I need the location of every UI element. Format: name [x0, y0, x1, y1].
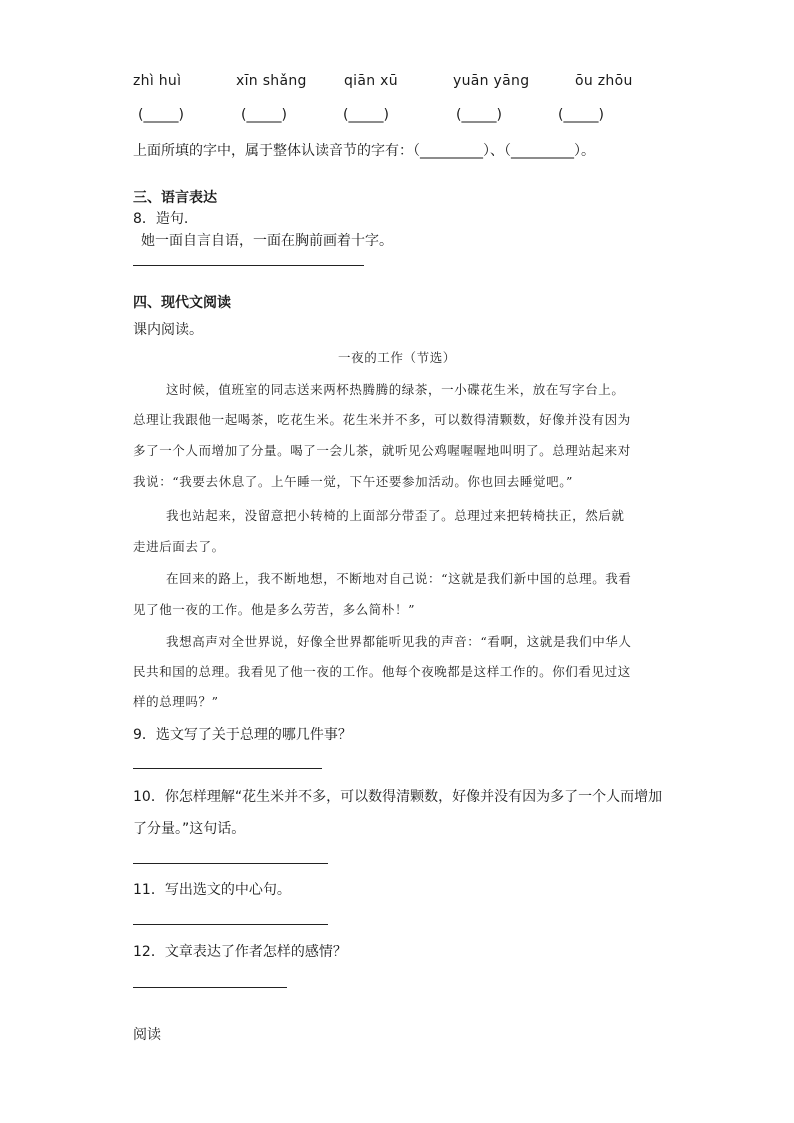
q11: 11．写出选文的中心句。	[133, 882, 291, 898]
passage-title: 一夜的工作（节选）	[338, 350, 456, 365]
passage-line: 样的总理吗？”	[133, 694, 219, 709]
q8-label: 8．造句.	[133, 211, 189, 227]
passage-line: 走进后面去了。	[133, 539, 225, 554]
q10-line2: 了分量。”这句话。	[133, 821, 246, 837]
pinyin-4: yuān yāng	[453, 73, 530, 89]
q9-answer-line[interactable]	[133, 768, 322, 769]
q8-sentence: 她一面自言自语，一面在胸前画着十字。	[141, 233, 393, 249]
q12-answer-line[interactable]	[133, 987, 287, 988]
pinyin-blank-2[interactable]: (_____)	[241, 107, 287, 123]
pinyin-blank-1[interactable]: (_____)	[138, 107, 184, 123]
passage-line: 这时候，值班室的同志送来两杯热腾腾的绿茶，一小碟花生米，放在写字台上。	[166, 382, 625, 397]
pinyin-3: qiān xū	[344, 73, 398, 89]
q10-line1: 10．你怎样理解“花生米并不多，可以数得清颗数，好像并没有因为多了一个人而增加	[133, 789, 663, 805]
pinyin-blank-3[interactable]: (_____)	[343, 107, 389, 123]
passage-line: 多了一个人而增加了分量。喝了一会儿茶，就听见公鸡喔喔喔地叫明了。总理站起来对	[133, 443, 631, 458]
q12: 12．文章表达了作者怎样的感情？	[133, 944, 347, 960]
next-section-label: 阅读	[133, 1027, 161, 1043]
passage-line: 我说：“我要去休息了。上午睡一觉，下午还要参加活动。你也回去睡觉吧。”	[133, 474, 574, 489]
passage-line: 我想高声对全世界说，好像全世界都能听见我的声音：“看啊，这就是我们中华人	[166, 634, 632, 649]
pinyin-1: zhì huì	[133, 73, 182, 89]
section4-intro: 课内阅读。	[133, 322, 203, 338]
section3-title: 三、语言表达	[133, 190, 217, 206]
pinyin-5: ōu zhōu	[575, 73, 633, 89]
q9: 9．选文写了关于总理的哪几件事？	[133, 727, 352, 743]
q8-answer-line[interactable]	[133, 265, 364, 266]
q10-answer-line[interactable]	[133, 863, 328, 864]
q11-answer-line[interactable]	[133, 924, 328, 925]
passage-line: 总理让我跟他一起喝茶，吃花生米。花生米并不多，可以数得清颗数，好像并没有因为	[133, 412, 631, 427]
section4-title: 四、现代文阅读	[133, 295, 231, 311]
pinyin-blank-5[interactable]: (_____)	[558, 107, 604, 123]
passage-line: 见了他一夜的工作。他是多么劳苦，多么简朴！”	[133, 602, 416, 617]
passage-line: 民共和国的总理。我看见了他一夜的工作。他每个夜晚都是这样工作的。你们看见过这	[133, 664, 631, 679]
passage-line: 我也站起来，没留意把小转椅的上面部分带歪了。总理过来把转椅扶正，然后就	[166, 508, 625, 523]
pinyin-2: xīn shǎng	[236, 73, 307, 89]
passage-line: 在回来的路上，我不断地想，不断地对自己说：“这就是我们新中国的总理。我看	[166, 571, 632, 586]
pinyin-blank-4[interactable]: (_____)	[456, 107, 502, 123]
pinyin-question: 上面所填的字中，属于整体认读音节的字有：（_________）、（_________）。	[133, 143, 595, 159]
